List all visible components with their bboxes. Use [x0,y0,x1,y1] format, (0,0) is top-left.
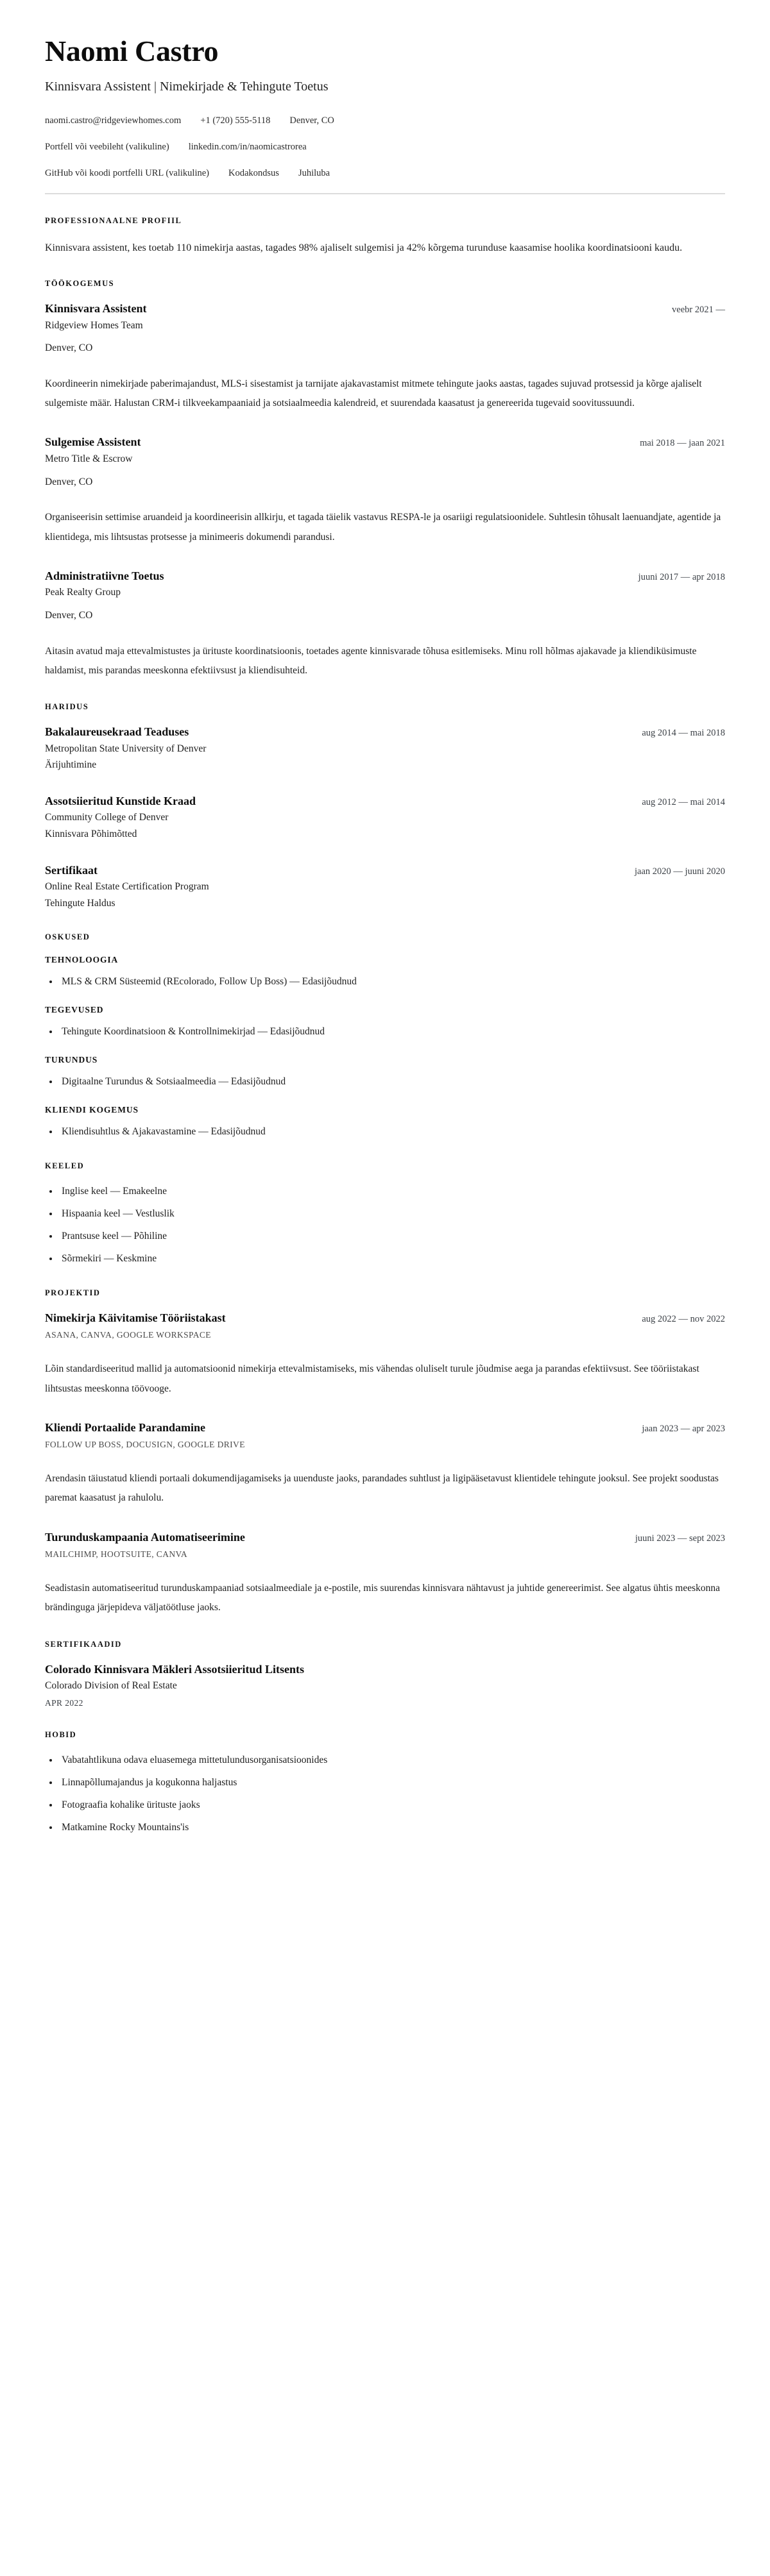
contact-phone[interactable]: +1 (720) 555-5118 [200,115,271,126]
certification-entry [45,1662,725,1708]
project-tools: ASANA, CANVA, GOOGLE WORKSPACE [45,1330,211,1340]
contact-line-primary [45,114,725,128]
education-date: aug 2012 — mai 2014 [642,796,725,807]
education-field: Tehingute Haldus [45,898,116,909]
skill-list [45,1124,725,1140]
project-name: Nimekirja Käivitamise Tööriistakast [45,1311,226,1324]
project-date: jaan 2023 — apr 2023 [642,1423,725,1434]
contact-portfolio-label: Portfell või veebileht (valikuline) [45,142,169,153]
experience-org: Ridgeview Homes Team [45,319,143,331]
section-certifications [45,1640,725,1708]
project-description: Arendasin täiustatud kliendi portaali dokumendijagamiseks ja uuenduste jaoks, parandades suhtlust ja ligipääsetavust klientidele tehingute jooksul. See projekt soodustas paremat kaasatust ja rahulolu. [45,1473,719,1504]
skill-group [45,1055,725,1090]
skill-item: Kliendisuhtlus & Ajakavastamine — Edasijõudnud [45,1124,725,1140]
experience-entry-head [45,569,725,584]
section-languages [45,1161,725,1267]
section-experience [45,279,725,680]
project-entry-head [45,1530,725,1545]
language-item: Sõrmekiri — Keskmine [45,1251,725,1267]
education-degree: Assotsiieritud Kunstide Kraad [45,794,196,807]
hobby-item: Fotograafia kohalike ürituste jaoks [45,1797,725,1813]
project-name: Turunduskampaania Automatiseerimine [45,1530,245,1544]
education-entry [45,725,725,772]
experience-role: Kinnisvara Assistent [45,302,147,316]
education-entry [45,794,725,841]
header-divider [45,193,725,194]
project-tools: MAILCHIMP, HOOTSUITE, CANVA [45,1549,188,1560]
section-title-profile: PROFESSIONAALNE PROFIIL [45,215,182,225]
section-education [45,702,725,911]
candidate-headline: Kinnisvara Assistent | Nimekirjade & Tehingute Toetus [45,80,329,94]
skill-list [45,1074,725,1090]
section-title-projects: PROJEKTID [45,1288,101,1297]
profile-summary: Kinnisvara assistent, kes toetab 110 nimekirja aastas, tagades 98% ajaliselt sulgemisi ja 42% kõrgema turunduse kaasamise hoolika koordinatsiooni kaudu. [45,242,683,253]
contact-location: Denver, CO [289,115,334,126]
contact-citizenship-label: Kodakondsus [228,167,279,178]
skill-list [45,1024,725,1040]
hobby-item: Linnapõllumajandus ja kogukonna haljastus [45,1775,725,1790]
project-date: juuni 2023 — sept 2023 [635,1533,725,1544]
experience-entry-head [45,435,725,450]
experience-entry [45,301,725,413]
section-hobbies [45,1730,725,1835]
skill-category: KLIENDI KOGEMUS [45,1104,139,1115]
contact-email[interactable]: naomi.castro@ridgeviewhomes.com [45,115,182,126]
contact-github-label: GitHub või koodi portfelli URL (valikuline) [45,167,209,178]
experience-date: veebr 2021 — [672,305,725,316]
hobby-item: Vabatahtlikuna odava eluasemega mittetulundusorganisatsioonides [45,1753,725,1768]
experience-entry [45,569,725,680]
education-date: aug 2014 — mai 2018 [642,728,725,739]
contact-line-portfolio [45,140,725,155]
experience-org: Metro Title & Escrow [45,453,133,464]
education-school: Online Real Estate Certification Program [45,881,209,893]
experience-date: mai 2018 — jaan 2021 [640,438,725,449]
section-profile [45,216,725,258]
contact-driver-license-label: Juhiluba [298,167,330,178]
project-tools: FOLLOW UP BOSS, DOCUSIGN, GOOGLE DRIVE [45,1440,245,1450]
certification-name: Colorado Kinnisvara Mäkleri Assotsiieritud Litsents [45,1662,305,1676]
experience-description: Aitasin avatud maja ettevalmistustes ja ürituste koordinatsioonis, toetades agente kinnisvarade tõhusa esitlemiseks. Minu roll hõlmas ajakavade ja kliendiküsimuste haldamist, mis parandas meeskonna efektiivsust ja kliendisuhteid. [45,645,697,676]
language-item: Prantsuse keel — Põhiline [45,1229,725,1244]
education-field: Kinnisvara Põhimõtted [45,829,137,840]
education-date: jaan 2020 — juuni 2020 [635,866,725,877]
project-name: Kliendi Portaalide Parandamine [45,1420,205,1434]
skill-group [45,955,725,989]
experience-entry [45,435,725,546]
language-item: Inglise keel — Emakeelne [45,1184,725,1199]
section-skills [45,932,725,1140]
project-description: Lõin standardiseeritud mallid ja automatsioonid nimekirja ettevalmistamiseks, mis vähendas oluliselt turule jõudmise aega ja parandas efektiivsust. See tööriistakast lihtsustas meeskonna töövooge. [45,1363,699,1394]
project-entry-head [45,1420,725,1435]
certification-issuer: Colorado Division of Real Estate [45,1680,177,1692]
section-title-languages: KEELED [45,1161,85,1170]
skill-item: Tehingute Koordinatsioon & Kontrollnimekirjad — Edasijõudnud [45,1024,725,1040]
resume-header [45,36,725,181]
experience-entry-head [45,301,725,316]
section-title-skills: OSKUSED [45,932,90,941]
experience-location: Denver, CO [45,342,93,354]
experience-role: Sulgemise Assistent [45,435,141,449]
project-date: aug 2022 — nov 2022 [642,1313,725,1324]
section-title-certifications: SERTIFIKAADID [45,1639,122,1649]
education-entry [45,863,725,911]
contact-linkedin[interactable]: linkedin.com/in/naomicastrorea [188,142,307,153]
hobby-item: Matkamine Rocky Mountains'is [45,1820,725,1835]
project-entry [45,1530,725,1618]
education-entry-head [45,725,725,739]
skill-item: MLS & CRM Süsteemid (REcolorado, Follow Up Boss) — Edasijõudnud [45,974,725,989]
experience-location: Denver, CO [45,609,93,621]
education-entry-head [45,794,725,809]
skill-category: TURUNDUS [45,1054,98,1065]
education-degree: Bakalaureusekraad Teaduses [45,725,189,739]
experience-location: Denver, CO [45,476,93,487]
skill-list [45,974,725,989]
experience-org: Peak Realty Group [45,587,121,598]
contact-line-extra [45,167,725,181]
skill-category: TEGEVUSED [45,1004,104,1014]
candidate-name: Naomi Castro [45,35,219,67]
skill-group [45,1105,725,1140]
education-degree: Sertifikaat [45,863,98,877]
skill-group [45,1005,725,1040]
skill-category: TEHNOLOOGIA [45,954,119,964]
language-item: Hispaania keel — Vestluslik [45,1206,725,1222]
project-entry [45,1420,725,1508]
section-projects [45,1288,725,1618]
experience-description: Koordineerin nimekirjade paberimajandust, MLS-i sisestamist ja tarnijate ajakavastamist mitmete tehingute jaoks aastas, tagades sujuvad protsessid ja kõrge ajaliselt sulgemiste määr. Halustan CRM-i tilkveekampaaniaid ja sotsiaalmeedia kalendreid, et suurendada kaasatust ja genereerida tugevaid soovitussuundi. [45,378,702,409]
section-title-hobbies: HOBID [45,1730,77,1739]
project-entry-head [45,1311,725,1326]
project-entry [45,1311,725,1399]
section-title-education: HARIDUS [45,702,89,712]
hobby-list [45,1753,725,1835]
education-field: Ärijuhtimine [45,759,97,771]
skill-item: Digitaalne Turundus & Sotsiaalmeedia — Edasijõudnud [45,1074,725,1090]
education-school: Community College of Denver [45,812,169,823]
experience-description: Organiseerisin settimise aruandeid ja koordineerisin allkirju, et tagada täielik vastavus RESPA-le ja osariigi regulatsioonidele. Suhtlesin tõhusalt laenuandjate, agentide ja klientidega, mis lihtsustas protsesse ja minimeeris dokumendi parandusi. [45,512,721,543]
section-title-experience: TÖÖKOGEMUS [45,279,115,289]
education-entry-head [45,863,725,878]
education-school: Metropolitan State University of Denver [45,743,207,754]
experience-date: juuni 2017 — apr 2018 [638,571,725,582]
language-list [45,1184,725,1267]
certification-date: APR 2022 [45,1697,83,1708]
experience-role: Administratiivne Toetus [45,569,164,582]
project-description: Seadistasin automatiseeritud turunduskampaaniad sotsiaalmeediale ja e-postile, mis suurendas kinnisvara nähtavust ja juhtide genereerimist. See algatus ühtis meeskonna brändinguga järjepideva väljatöötluse jaoks. [45,1583,721,1613]
